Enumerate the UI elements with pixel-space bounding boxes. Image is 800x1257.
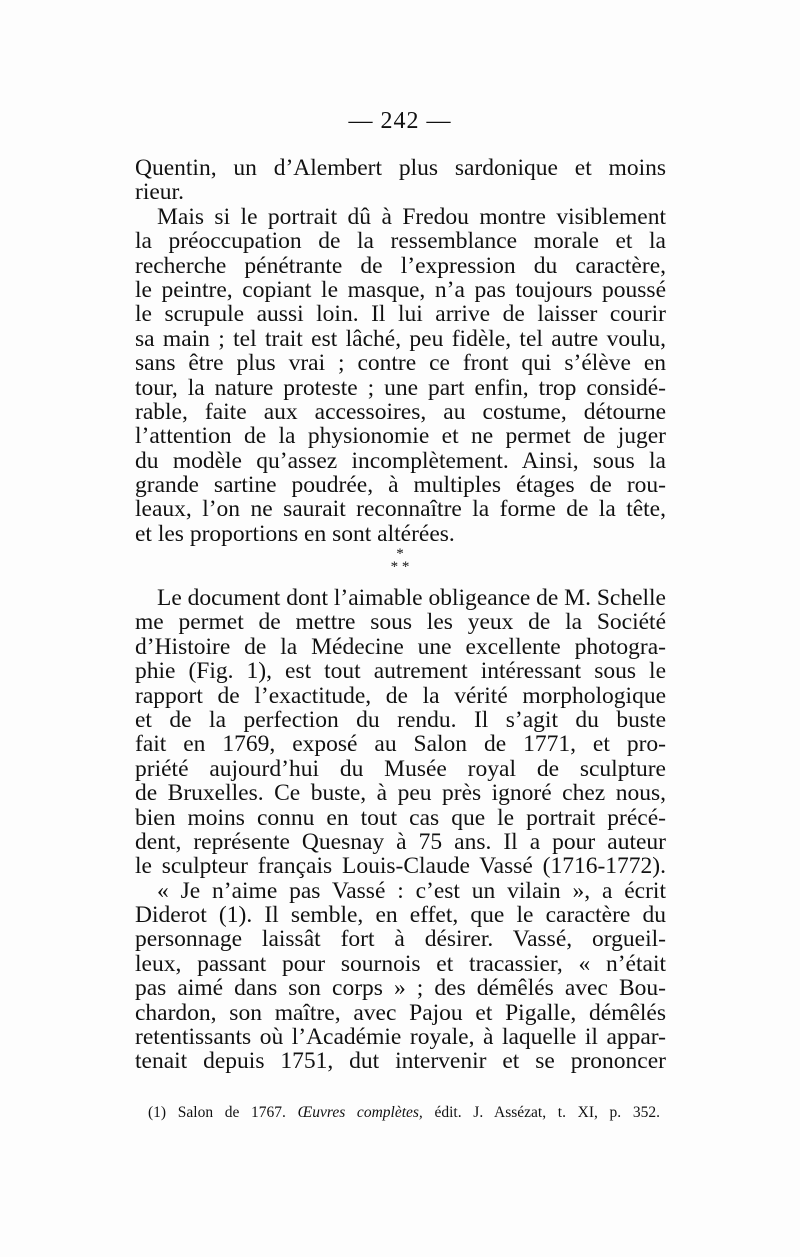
footnote-edition: édit. J. Assézat, t. XI, p. 352. bbox=[422, 1104, 660, 1121]
text-line: sans être plus vrai ; contre ce front qui s’élève en bbox=[135, 350, 666, 377]
text-line: la préoccupation de la ressemblance morale et la bbox=[135, 228, 666, 255]
text-line: de Bruxelles. Ce buste, à peu près ignoré chez nous, bbox=[135, 780, 666, 807]
text-line: rieur. bbox=[135, 179, 184, 206]
text-line: rable, faite aux accessoires, au costume, détourne bbox=[135, 398, 666, 425]
text-line: tenait depuis 1751, dut intervenir et se prononcer bbox=[135, 1048, 666, 1075]
text-line: l’attention de la physionomie et ne permet de juger bbox=[135, 423, 666, 450]
text-line: leaux, l’on ne saurait reconnaître la forme de la tête, bbox=[135, 496, 666, 523]
text-line: Quentin, un d’Alembert plus sardonique et moins bbox=[135, 155, 666, 181]
text-line: fait en 1769, exposé au Salon de 1771, et pro- bbox=[135, 731, 666, 758]
footnote-work-title: Œuvres complètes, bbox=[297, 1104, 423, 1121]
text-line: Mais si le portrait dû à Fredou montre visiblement bbox=[157, 203, 666, 230]
asterism-bottom: * * bbox=[390, 559, 410, 575]
text-line: phie (Fig. 1), est tout autrement intéressant sous le bbox=[135, 658, 666, 685]
text-line: rapport de l’exactitude, de la vérité morphologique bbox=[135, 682, 666, 709]
text-line: leux, passant pour sournois et tracassier, « n’était bbox=[135, 950, 666, 977]
paragraph-continuation bbox=[135, 156, 666, 205]
text-line: Diderot (1). Il semble, en effet, que le caractère du bbox=[135, 902, 666, 929]
text-line: Le document dont l’aimable obligeance de M. Schelle bbox=[157, 585, 666, 611]
text-line: du modèle qu’assez incomplètement. Ainsi, sous la bbox=[135, 447, 666, 474]
text-line: me permet de mettre sous les yeux de la Société bbox=[135, 609, 666, 636]
text-line: chardon, son maître, avec Pajou et Pigalle, démêlés bbox=[135, 999, 666, 1026]
text-line: et les proportions en sont altérées. bbox=[135, 520, 455, 547]
text-line: le scrupule aussi loin. Il lui arrive de laisser courir bbox=[135, 301, 666, 328]
text-line: sa main ; tel trait est lâché, peu fidèle, tel autre voulu, bbox=[135, 325, 666, 352]
paragraph-vasse bbox=[135, 879, 666, 1074]
text-block-upper bbox=[135, 156, 666, 546]
paragraph-portrait bbox=[135, 205, 666, 546]
text-block-lower bbox=[135, 586, 666, 1074]
text-line: dent, représente Quesnay à 75 ans. Il a pour auteur bbox=[135, 828, 666, 855]
text-line: le peintre, copiant le masque, n’a pas toujours poussé bbox=[135, 276, 666, 303]
page-number: — 242 — bbox=[348, 108, 452, 134]
text-line: pas aimé dans son corps » ; des démêlés avec Bou- bbox=[135, 975, 666, 1002]
text-line: et de la perfection du rendu. Il s’agit du buste bbox=[135, 706, 666, 733]
text-line: recherche pénétrante de l’expression du caractère, bbox=[135, 252, 666, 279]
text-line: grande sartine poudrée, à multiples étages de rou- bbox=[135, 472, 666, 499]
footnote-text: (1) Salon de 1767. bbox=[148, 1104, 298, 1121]
text-line: « Je n’aime pas Vassé : c’est un vilain », a écrit bbox=[157, 877, 666, 904]
text-line: bien moins connu en tout cas que le portrait précé- bbox=[135, 804, 666, 831]
asterism-divider bbox=[0, 548, 800, 574]
footnote bbox=[148, 1104, 660, 1122]
text-line: personnage laissât fort à désirer. Vassé, orgueil- bbox=[135, 926, 666, 953]
asterism-top: * bbox=[396, 546, 404, 562]
text-line: tour, la nature proteste ; une part enfin, trop considé- bbox=[135, 374, 666, 401]
text-line: le sculpteur français Louis-Claude Vassé (1716-1772). bbox=[135, 853, 666, 880]
text-line: priété aujourd’hui du Musée royal de sculpture bbox=[135, 755, 666, 782]
text-line: retentissants où l’Académie royale, à laquelle il appar- bbox=[135, 1024, 666, 1051]
text-line: d’Histoire de la Médecine une excellente photogra- bbox=[135, 633, 666, 660]
paragraph-bust bbox=[135, 586, 666, 879]
